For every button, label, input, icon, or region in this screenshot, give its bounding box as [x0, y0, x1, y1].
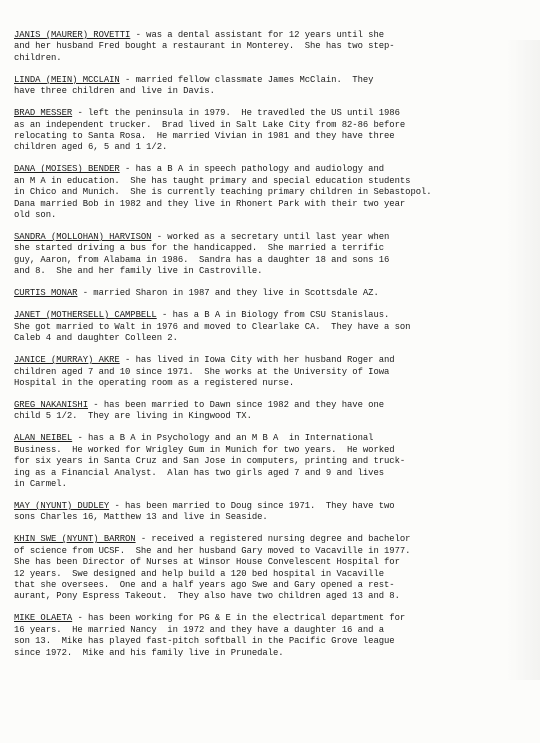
alumni-name: BRAD MESSER: [14, 108, 73, 119]
entry-first-line: [14, 433, 536, 444]
alumni-name: GREG NAKANISHI: [14, 399, 89, 410]
entry-line: children aged 6, 5 and 1 1/2.: [14, 142, 168, 153]
entry-first-line-text: - has a B A in Biology from CSU Stanislaus.: [156, 310, 390, 321]
entry-line: children.: [14, 52, 62, 63]
entry-line: Dana married Bob in 1982 and they live in Rhonert Park with their two year: [14, 198, 406, 209]
entry-first-line: [14, 355, 536, 366]
alumni-name: JANICE (MURRAY) AKRE: [14, 355, 120, 366]
entry-first-line-text: - received a registered nursing degree and bachelor: [135, 534, 411, 545]
entry-first-line: [14, 288, 536, 299]
alumni-entry: [14, 288, 536, 299]
entry-first-line: [14, 108, 536, 119]
entry-first-line-text: - has a B A in Psychology and an M B A in International: [72, 433, 374, 444]
entry-line: 12 years. Swe designed and help build a 120 bed hospital in Vacaville: [14, 568, 385, 579]
entry-line: of science from UCSF. She and her husband Gary moved to Vacaville in 1977.: [14, 545, 411, 556]
alumni-entry: [14, 400, 536, 423]
entry-line: She got married to Walt in 1976 and moved to Clearlake CA. They have a son: [14, 321, 411, 332]
entry-line: aurant, Pony Espress Takeout. They also have two children aged 13 and 8.: [14, 591, 400, 602]
entry-line: have three children and live in Davis.: [14, 86, 215, 97]
entry-line: Caleb 4 and daughter Colleen 2.: [14, 333, 178, 344]
entry-line: guy, Aaron, from Alabama in 1986. Sandra has a daughter 18 and sons 16: [14, 254, 390, 265]
entry-line: Business. He worked for Wrigley Gum in Munich for two years. He worked: [14, 444, 395, 455]
alumni-name: JANET (MOTHERSELL) CAMPBELL: [14, 310, 157, 321]
alumni-entry: [14, 613, 536, 659]
entry-line: and her husband Fred bought a restaurant in Monterey. She has two step-: [14, 41, 395, 52]
entry-first-line: [14, 613, 536, 624]
entry-first-line-text: - has been married to Dawn since 1982 and they have one: [88, 399, 385, 410]
alumni-entry: [14, 355, 536, 389]
alumni-name: ALAN NEIBEL: [14, 433, 73, 444]
entry-line: children aged 7 and 10 since 1971. She works at the University of Iowa: [14, 366, 390, 377]
entry-line: child 5 1/2. They are living in Kingwood TX.: [14, 411, 252, 422]
alumni-name: JANIS (MAURER) ROVETTI: [14, 30, 131, 40]
alumni-name: MAY (NYUNT) DUDLEY: [14, 500, 110, 511]
entry-line: ing as a Financial Analyst. Alan has two girls aged 7 and 9 and lives: [14, 467, 385, 478]
entry-line: Hospital in the operating room as a registered nurse.: [14, 377, 295, 388]
alumni-entry: [14, 501, 536, 524]
entry-line: that she oversees. One and a half years ago Swe and Gary opened a rest-: [14, 579, 395, 590]
entry-first-line: [14, 310, 536, 321]
entry-line: old son.: [14, 210, 57, 221]
alumni-entry: [14, 75, 536, 98]
alumni-name: CURTIS MONAR: [14, 288, 78, 299]
alumni-name: DANA (MOISES) BENDER: [14, 164, 120, 175]
alumni-name: SANDRA (MOLLOHAN) HARVISON: [14, 232, 152, 243]
entry-first-line-text: - worked as a secretary until last year when: [151, 232, 390, 243]
entry-first-line-text: - has been married to Doug since 1971. They have two: [109, 500, 395, 511]
entry-line: she started driving a bus for the handicapped. She married a terrific: [14, 243, 385, 254]
entry-line: an M A in education. She has taught primary and special education students: [14, 175, 411, 186]
entry-line: as an independent trucker. Brad lived in Salt Lake City from 82-86 before: [14, 119, 406, 130]
entry-line: in Carmel.: [14, 478, 67, 489]
alumni-name: LINDA (MEIN) MCCLAIN: [14, 74, 120, 85]
entry-line: 16 years. He married Nancy in 1972 and they have a daughter 16 and a: [14, 624, 385, 635]
entry-line: in Chico and Munich. She is currently teaching primary children in Sebastopol.: [14, 187, 432, 198]
entry-first-line-text: - has been working for PG & E in the electrical department for: [72, 613, 406, 624]
alumni-name: MIKE OLAETA: [14, 613, 73, 624]
entry-first-line: [14, 501, 536, 512]
entry-first-line: [14, 534, 536, 545]
alumni-entry: [14, 164, 536, 221]
entry-first-line: [14, 232, 536, 243]
alumni-entry: [14, 108, 536, 154]
entry-line: She has been Director of Nurses at Winsor House Convelescent Hospital for: [14, 557, 400, 568]
alumni-entries: [14, 30, 536, 670]
entry-first-line-text: - was a dental assistant for 12 years until she: [130, 30, 385, 40]
entry-first-line: [14, 30, 536, 41]
alumni-entry: [14, 310, 536, 344]
entry-first-line: [14, 164, 536, 175]
entry-first-line-text: - married fellow classmate James McClain. They: [119, 74, 374, 85]
entry-line: and 8. She and her family live in Castroville.: [14, 266, 263, 277]
entry-line: since 1972. Mike and his family live in Prunedale.: [14, 647, 284, 658]
entry-line: relocating to Santa Rosa. He married Vivian in 1981 and they have three: [14, 131, 395, 142]
entry-first-line-text: - left the peninsula in 1979. He travedled the US until 1986: [72, 108, 400, 119]
alumni-entry: [14, 433, 536, 490]
entry-first-line: [14, 400, 536, 411]
alumni-name: KHIN SWE (NYUNT) BARRON: [14, 534, 136, 545]
entry-line: son 13. Mike has played fast-pitch softball in the Pacific Grove league: [14, 636, 395, 647]
entry-line: for six years in Santa Cruz and San Jose in computers, printing and truck-: [14, 456, 406, 467]
entry-first-line-text: - has lived in Iowa City with her husband Roger and: [119, 355, 395, 366]
alumni-entry: [14, 232, 536, 278]
entry-first-line-text: - has a B A in speech pathology and audiology and: [119, 164, 385, 175]
entry-first-line-text: - married Sharon in 1987 and they live in Scottsdale AZ.: [77, 288, 379, 299]
alumni-entry: [14, 534, 536, 602]
entry-first-line: [14, 75, 536, 86]
entry-line: sons Charles 16, Matthew 13 and live in Seaside.: [14, 512, 268, 523]
alumni-entry: [14, 30, 536, 64]
